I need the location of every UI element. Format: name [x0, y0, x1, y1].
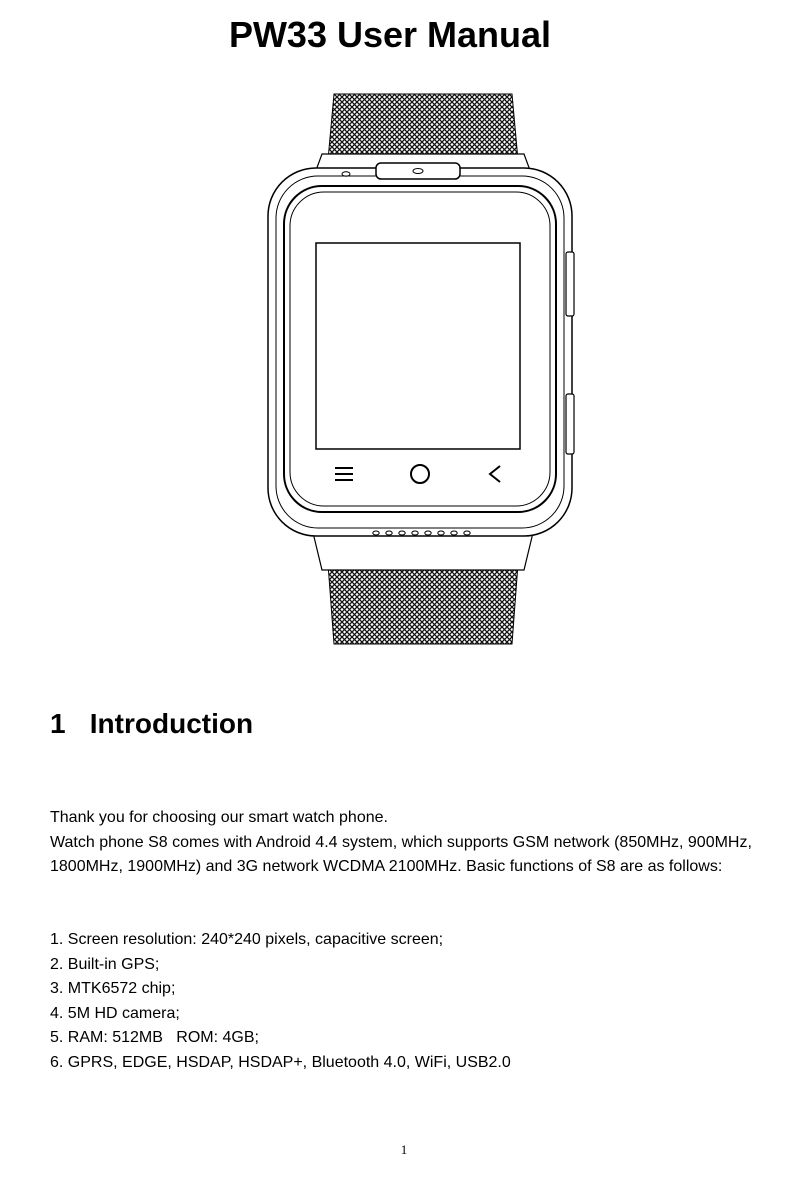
feature-item: 6. GPRS, EDGE, HSDAP, HSDAP+, Bluetooth 4.0, WiFi, USB2.0 — [50, 1053, 511, 1071]
side-button-bottom — [566, 394, 574, 454]
page-number: 1 — [400, 1142, 408, 1157]
section-heading — [50, 708, 253, 740]
watch-illustration — [262, 92, 582, 648]
feature-item: 4. 5M HD camera; — [50, 1004, 180, 1022]
page-title: PW33 User Manual — [228, 14, 552, 55]
feature-item: 5. RAM: 512MB ROM: 4GB; — [50, 1029, 259, 1046]
earpiece — [376, 163, 460, 179]
feature-item: 1. Screen resolution: 240*240 pixels, capacitive screen; — [50, 931, 444, 948]
feature-item: 2. Built-in GPS; — [50, 955, 160, 973]
intro-paragraph-2: Watch phone S8 comes with Android 4.4 system, which supports GSM network (850MHz, 900MHz, 1800MHz, 1900MHz) and 3G network WCDMA 2100MHz. Basic functions of S8 are as follows: — [50, 833, 752, 875]
bottom-strap — [328, 564, 518, 644]
top-strap — [328, 94, 518, 160]
side-button-top — [566, 252, 574, 316]
feature-item: 3. MTK6572 chip; — [50, 980, 176, 997]
intro-paragraph-1: Thank you for choosing our smart watch phone. — [50, 809, 388, 826]
feature-list — [50, 928, 780, 1075]
intro-text — [50, 806, 780, 880]
watch-screen — [316, 243, 520, 449]
section-title: Introduction — [89, 708, 254, 739]
section-number: 1 — [50, 708, 66, 739]
